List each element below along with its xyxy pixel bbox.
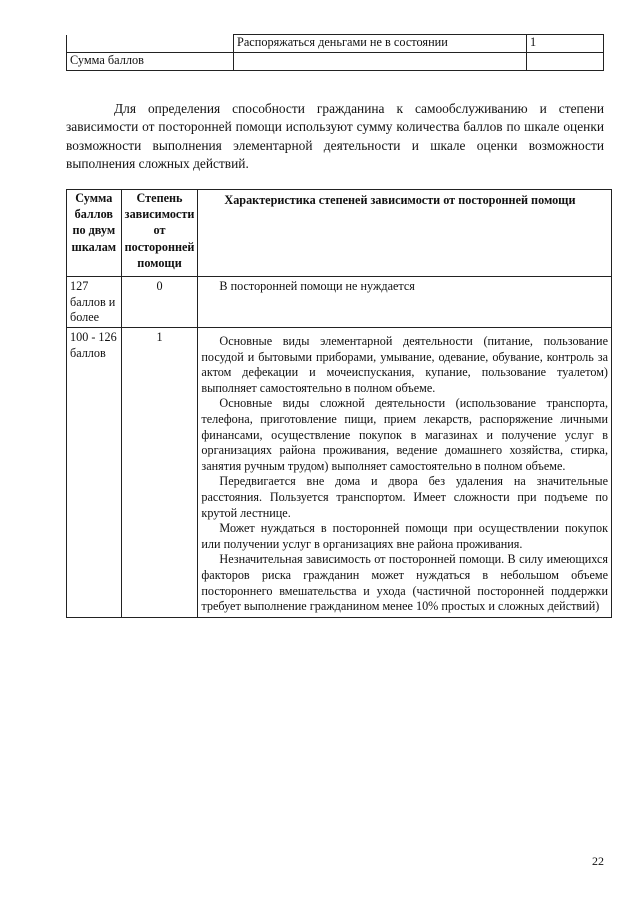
intro-paragraph: Для определения способности гражданина к самообслуживанию и степени зависимости от посторонней помощи используют сумму количества баллов по шкале оценки возможности выполнения элементарной деятельности и шкале оценки возможности выполнения сложных действий. — [66, 101, 604, 171]
cell-sum: 127 баллов и более — [67, 277, 122, 328]
header-sum: Сумма баллов по двум шкалам — [67, 190, 122, 277]
cell-degree: 0 — [121, 277, 198, 328]
score-table-continuation — [66, 34, 604, 71]
table-cell-label: Сумма баллов — [67, 53, 234, 71]
characteristic-paragraph: Может нуждаться в посторонней помощи при осуществлении покупок или получении услуг в организациях вне района проживания. — [201, 521, 608, 551]
table-cell-score — [527, 53, 604, 71]
table-cell-score: 1 — [527, 35, 604, 53]
characteristic-paragraph: Незначительная зависимость от посторонней помощи. В силу имеющихся факторов риска гражданин может нуждаться в небольшом объеме постороннего вмешательства и ухода (частичной посторонней поддержки требует выполнение гражданином менее 10% простых и сложных действий) — [201, 552, 608, 614]
characteristic-paragraph: Передвигается вне дома и двора без удаления на значительные расстояния. Пользуется транспортом. Имеет сложности при подъеме по крутой лестнице. — [201, 474, 608, 520]
header-degree: Степень зависимости от посторонней помощи — [121, 190, 198, 277]
table-row — [67, 277, 612, 328]
table-row — [67, 328, 612, 618]
table-cell-text — [234, 53, 527, 71]
cell-characteristic — [198, 277, 612, 328]
dependency-table — [66, 189, 612, 618]
cell-sum: 100 - 126 баллов — [67, 328, 122, 618]
table-cell-text: Распоряжаться деньгами не в состоянии — [234, 35, 527, 53]
table-header-row — [67, 190, 612, 277]
page-number: 22 — [592, 854, 604, 868]
table-cell-label — [67, 35, 234, 53]
characteristic-paragraph: В посторонней помощи не нуждается — [219, 279, 415, 293]
cell-characteristic — [198, 328, 612, 618]
characteristic-paragraph: Основные виды сложной деятельности (использование транспорта, телефона, приготовление пищи, прием лекарств, распоряжение личными финансами, осуществление покупок в магазинах и получение услуг в организациях района проживания, ведение домашнего хозяйства, стирка, занятия ручным трудом) выполняет самостоятельно в полном объеме. — [201, 396, 608, 473]
characteristic-paragraph: Основные виды элементарной деятельности (питание, пользование посудой и бытовыми приборами, умывание, одевание, обувание, контроль за актом дефекации и мочеиспускания, купание, пользование туалетом) выполняет самостоятельно в полном объеме. — [201, 334, 608, 395]
cell-degree: 1 — [121, 328, 198, 618]
header-characteristic: Характеристика степеней зависимости от посторонней помощи — [198, 190, 612, 277]
table-row — [67, 35, 604, 53]
table-row — [67, 53, 604, 71]
